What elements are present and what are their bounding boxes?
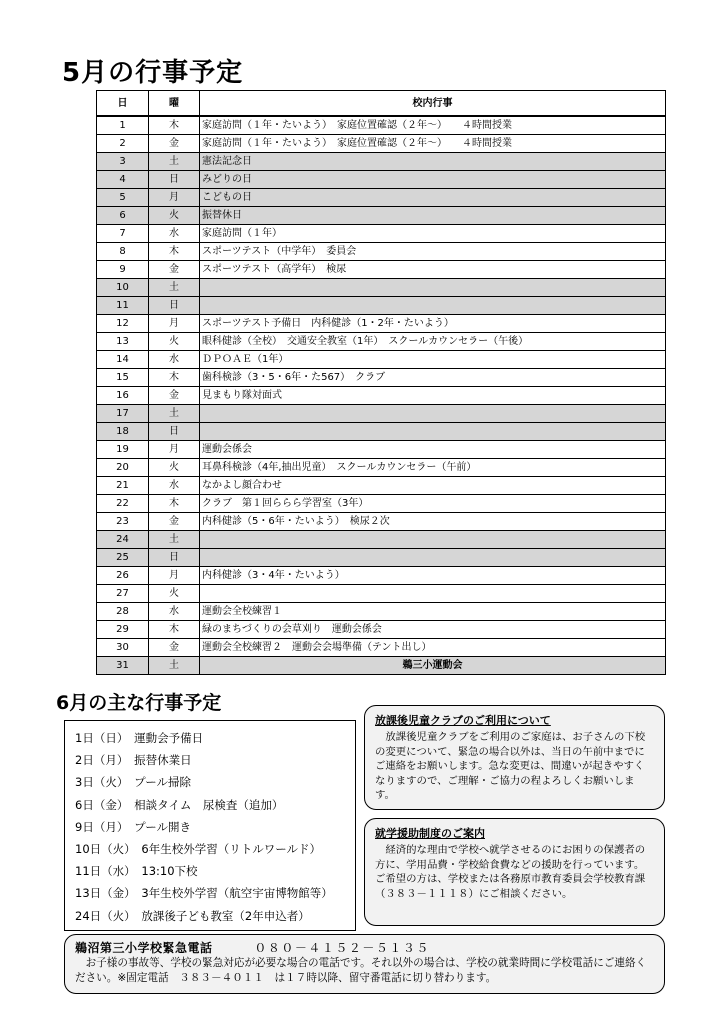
cell-dow: 土 — [149, 531, 200, 549]
cell-dow: 水 — [149, 225, 200, 243]
cell-dow: 木 — [149, 243, 200, 261]
june-event-item: 11日（水） 13:10下校 — [75, 864, 198, 879]
table-header-row — [97, 91, 666, 117]
table-row — [97, 585, 666, 603]
cell-day: 12 — [97, 315, 149, 333]
emergency-phone-number: ０８０－４１５２－５１３５ — [254, 941, 430, 955]
cell-dow: 金 — [149, 261, 200, 279]
cell-dow: 土 — [149, 405, 200, 423]
school-aid-notice — [364, 818, 665, 926]
cell-day: 8 — [97, 243, 149, 261]
cell-day: 16 — [97, 387, 149, 405]
cell-dow: 木 — [149, 116, 200, 135]
cell-day: 5 — [97, 189, 149, 207]
cell-dow: 月 — [149, 567, 200, 585]
cell-dow: 火 — [149, 333, 200, 351]
cell-event: 緑のまちづくりの会草刈り 運動会係会 — [200, 621, 666, 639]
cell-day: 23 — [97, 513, 149, 531]
table-row — [97, 116, 666, 135]
club-notice-body: 放課後児童クラブをご利用のご家庭は、お子さんの下校の変更について、緊急の場合以外は、当日の午前中までにご連絡をお願いします。急な変更は、間違いが起きやすくなりますので、ご理解・ご協力の程よろしくお願いします。 — [375, 731, 646, 801]
emergency-school-name: 鵜沼第三小学校緊急電話 — [75, 941, 213, 955]
cell-event — [200, 297, 666, 315]
may-schedule-title: 5月の行事予定 — [62, 58, 244, 88]
cell-dow: 土 — [149, 657, 200, 675]
cell-day: 27 — [97, 585, 149, 603]
table-row — [97, 243, 666, 261]
june-schedule-box — [64, 720, 356, 931]
cell-day: 31 — [97, 657, 149, 675]
cell-day: 26 — [97, 567, 149, 585]
cell-day: 7 — [97, 225, 149, 243]
cell-dow: 日 — [149, 171, 200, 189]
cell-day: 14 — [97, 351, 149, 369]
table-row — [97, 369, 666, 387]
table-row — [97, 315, 666, 333]
cell-dow: 水 — [149, 477, 200, 495]
cell-dow: 金 — [149, 387, 200, 405]
cell-day: 29 — [97, 621, 149, 639]
cell-dow: 月 — [149, 189, 200, 207]
cell-day: 9 — [97, 261, 149, 279]
cell-day: 2 — [97, 135, 149, 153]
cell-event: 歯科検診（3・5・6年・た567） クラブ — [200, 369, 666, 387]
cell-event: 家庭訪問（１年・たいよう） 家庭位置確認（２年～） ４時間授業 — [200, 135, 666, 153]
table-row — [97, 423, 666, 441]
cell-event: スポーツテスト予備日 内科健診（1・2年・たいよう） — [200, 315, 666, 333]
emergency-phone-body: お子様の事故等、学校の緊急対応が必要な場合の電話です。それ以外の場合は、学校の就業時間に学校電話にご連絡ください。※固定電話 ３８３－４０１１ は１７時以降、留守番電話に切り替わります。 — [75, 957, 647, 984]
after-school-club-notice — [364, 705, 665, 810]
cell-day: 22 — [97, 495, 149, 513]
cell-day: 28 — [97, 603, 149, 621]
aid-notice-title: 就学援助制度のご案内 — [375, 827, 485, 840]
cell-dow: 金 — [149, 513, 200, 531]
june-event-item: 13日（金） 3年生校外学習（航空宇宙博物館等） — [75, 886, 333, 901]
header-dow: 曜 — [149, 91, 200, 117]
cell-dow: 木 — [149, 369, 200, 387]
table-row — [97, 297, 666, 315]
table-row — [97, 603, 666, 621]
cell-event — [200, 405, 666, 423]
table-row — [97, 279, 666, 297]
table-row — [97, 513, 666, 531]
cell-dow: 月 — [149, 315, 200, 333]
table-row — [97, 261, 666, 279]
table-row — [97, 135, 666, 153]
cell-event: 運動会全校練習２ 運動会会場準備（テント出し） — [200, 639, 666, 657]
cell-event: 鵜三小運動会 — [200, 657, 666, 675]
cell-dow: 水 — [149, 603, 200, 621]
cell-day: 24 — [97, 531, 149, 549]
cell-dow: 火 — [149, 585, 200, 603]
cell-event: こどもの日 — [200, 189, 666, 207]
cell-dow: 日 — [149, 297, 200, 315]
table-row — [97, 549, 666, 567]
cell-dow: 木 — [149, 495, 200, 513]
cell-event: 振替休日 — [200, 207, 666, 225]
cell-day: 13 — [97, 333, 149, 351]
table-row — [97, 405, 666, 423]
cell-event: 内科健診（3・4年・たいよう） — [200, 567, 666, 585]
june-event-item: 9日（月） プール開き — [75, 819, 191, 834]
header-event: 校内行事 — [200, 91, 666, 117]
cell-day: 1 — [97, 116, 149, 135]
cell-day: 25 — [97, 549, 149, 567]
cell-event: スポーツテスト（高学年） 検尿 — [200, 261, 666, 279]
table-row — [97, 225, 666, 243]
header-day: 日 — [97, 91, 149, 117]
cell-dow: 木 — [149, 621, 200, 639]
cell-event: 家庭訪問（１年） — [200, 225, 666, 243]
cell-day: 11 — [97, 297, 149, 315]
cell-dow: 火 — [149, 207, 200, 225]
cell-event: 運動会係会 — [200, 441, 666, 459]
june-event-item: 24日（火） 放課後子ども教室（2年申込者） — [75, 908, 310, 923]
june-event-item: 2日（月） 振替休業日 — [75, 753, 192, 768]
table-row — [97, 351, 666, 369]
cell-dow: 金 — [149, 639, 200, 657]
cell-event: ＤＰＯＡＥ（1年） — [200, 351, 666, 369]
cell-day: 19 — [97, 441, 149, 459]
cell-day: 18 — [97, 423, 149, 441]
cell-event: クラブ 第１回ららら学習室（3年） — [200, 495, 666, 513]
cell-dow: 日 — [149, 423, 200, 441]
cell-day: 20 — [97, 459, 149, 477]
cell-dow: 土 — [149, 153, 200, 171]
cell-dow: 月 — [149, 441, 200, 459]
aid-notice-body: 経済的な理由で学校へ就学させるのにお困りの保護者の方に、学用品費・学校給食費などの援助を行っています。ご希望の方は、学校または各務原市教育委員会学校教育課（３８３－１１１８）にご相談ください。 — [375, 844, 646, 900]
cell-dow: 土 — [149, 279, 200, 297]
table-row — [97, 333, 666, 351]
emergency-phone-box — [64, 934, 665, 994]
cell-dow: 日 — [149, 549, 200, 567]
june-schedule-title: 6月の主な行事予定 — [56, 692, 222, 714]
table-row — [97, 477, 666, 495]
cell-day: 6 — [97, 207, 149, 225]
cell-event — [200, 585, 666, 603]
cell-event: みどりの日 — [200, 171, 666, 189]
table-row — [97, 459, 666, 477]
cell-day: 10 — [97, 279, 149, 297]
cell-event — [200, 279, 666, 297]
cell-event: 見まもり隊対面式 — [200, 387, 666, 405]
cell-dow: 水 — [149, 351, 200, 369]
cell-event: スポーツテスト（中学年） 委員会 — [200, 243, 666, 261]
cell-dow: 火 — [149, 459, 200, 477]
cell-event: 運動会全校練習１ — [200, 603, 666, 621]
table-row — [97, 153, 666, 171]
cell-day: 15 — [97, 369, 149, 387]
cell-day: 30 — [97, 639, 149, 657]
table-row — [97, 639, 666, 657]
cell-event — [200, 531, 666, 549]
june-event-item: 10日（火） 6年生校外学習（リトルワールド） — [75, 841, 321, 856]
table-row — [97, 567, 666, 585]
table-row — [97, 657, 666, 675]
table-row — [97, 189, 666, 207]
june-event-item: 1日（日） 運動会予備日 — [75, 731, 204, 745]
club-notice-title: 放課後児童クラブのご利用について — [375, 714, 551, 727]
table-row — [97, 171, 666, 189]
june-event-item: 6日（金） 相談タイム 尿検査（追加） — [75, 797, 284, 812]
cell-event — [200, 423, 666, 441]
june-event-item: 3日（火） プール掃除 — [75, 775, 191, 790]
cell-day: 4 — [97, 171, 149, 189]
cell-event: 眼科健診（全校） 交通安全教室（1年） スクールカウンセラー（午後） — [200, 333, 666, 351]
cell-event: 家庭訪問（１年・たいよう） 家庭位置確認（２年～） ４時間授業 — [200, 116, 666, 135]
cell-event: 耳鼻科検診（4年,抽出児童） スクールカウンセラー（午前） — [200, 459, 666, 477]
cell-day: 17 — [97, 405, 149, 423]
table-row — [97, 495, 666, 513]
cell-dow: 金 — [149, 135, 200, 153]
cell-day: 3 — [97, 153, 149, 171]
table-row — [97, 207, 666, 225]
table-row — [97, 621, 666, 639]
table-row — [97, 387, 666, 405]
cell-event — [200, 549, 666, 567]
table-row — [97, 531, 666, 549]
cell-event: 憲法記念日 — [200, 153, 666, 171]
cell-event: なかよし顔合わせ — [200, 477, 666, 495]
cell-day: 21 — [97, 477, 149, 495]
table-row — [97, 441, 666, 459]
cell-event: 内科健診（5・6年・たいよう） 検尿２次 — [200, 513, 666, 531]
may-schedule-table — [96, 90, 666, 675]
